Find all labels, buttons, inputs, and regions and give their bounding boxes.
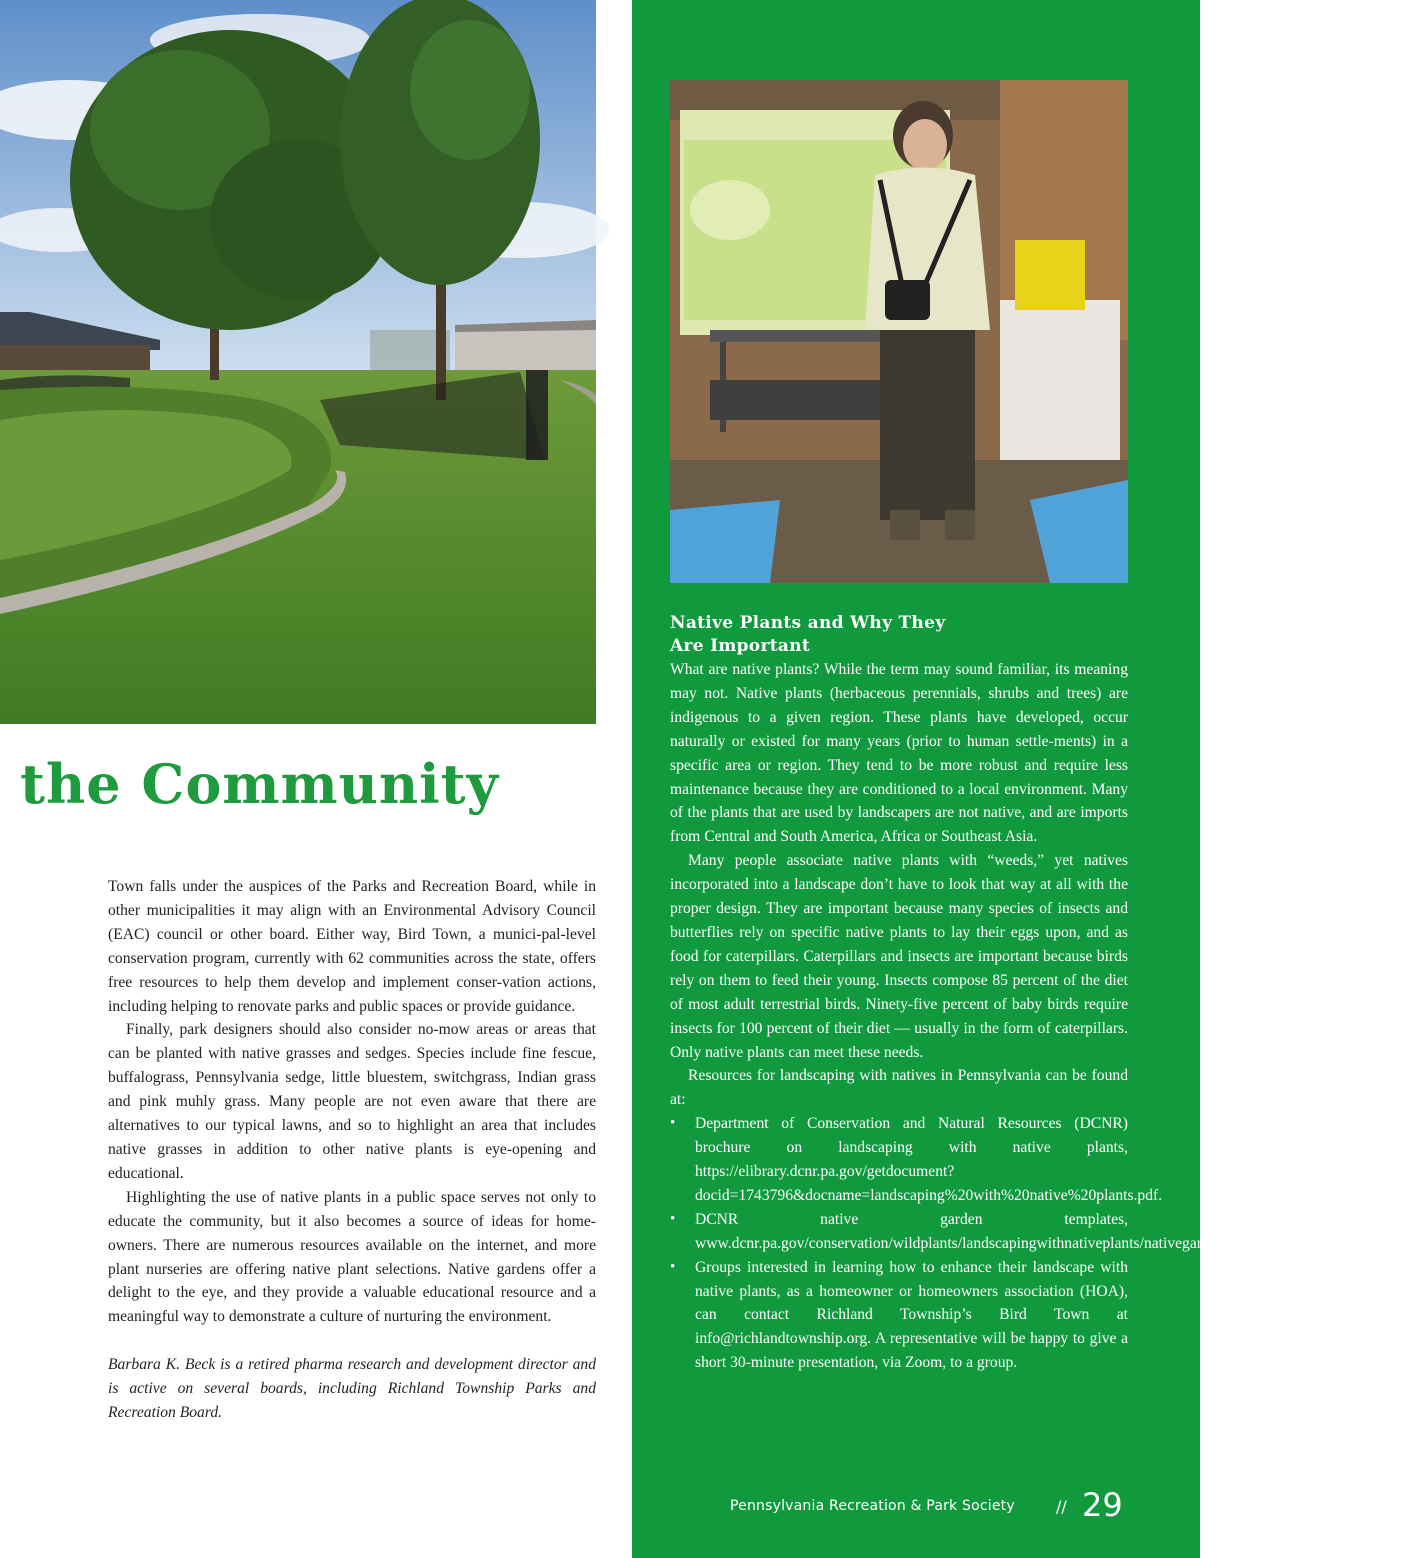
list-item bbox=[670, 1208, 1408, 1256]
list-item-text: DCNR native garden templates, www.dcnr.pa.gov/conservation/wildplants/landscapingwithnativeplants/nativegardentemplates/pages/default.aspx. bbox=[695, 1210, 1408, 1252]
left-paragraph: Highlighting the use of native plants in a public space serves not only to educate the community, but it also becomes a source of ideas for home-owners. There are numerous resources available on the internet, and more plant nurseries are offering native plant selections. Native gardens offer a delight to the eye, and they provide a valuable educational resource and a meaningful way to demonstrate a culture of nurturing the environment. bbox=[108, 1188, 596, 1326]
author-bio: Barbara K. Beck is a retired pharma research and development director and is active on several boards, including Richland Township Parks and Recreation Board. bbox=[108, 1356, 596, 1422]
bullet-icon: • bbox=[670, 1210, 676, 1227]
footer-organization: Pennsylvania Recreation & Park Society bbox=[730, 1498, 1015, 1514]
list-item bbox=[670, 1112, 1163, 1208]
right-paragraph: What are native plants? While the term may sound familiar, its meaning may not. Native plants (herbaceous perennials, shrubs and trees) are indigenous to a given region. These plants have developed, occur naturally or existed for many years (prior to human settle-ments) in a specific area or region. They tend to be more robust and require less maintenance because they are conditioned to a local environment. Many of the plants that are used by landscapers are not native, and are imports from Central and South America, Africa or Southeast Asia. bbox=[670, 661, 1128, 846]
left-column-text bbox=[108, 875, 596, 1425]
list-item-text: Department of Conservation and Natural Resources (DCNR) brochure on landscaping with native plants, https://elibrary.dcnr.pa.gov/getdocument?docid=1743796&docname=landscaping%20with%20native%20plants.pdf. bbox=[695, 1115, 1163, 1204]
section-heading-line: Are Important bbox=[670, 636, 810, 656]
left-paragraph: Finally, park designers should also consider no-mow areas or areas that can be planted with native grasses and sedges. Species include fine fescue, buffalograss, Pennsylvania sedge, little bluestem, switchgrass, Indian grass and pink muhly grass. Many people are not even aware that there are alternatives to our typical lawns, and so to highlight an area that includes native grasses in addition to other native plants is eye-opening and educational. bbox=[108, 1021, 596, 1182]
presenter-photo bbox=[670, 80, 1128, 583]
left-paragraph: Town falls under the auspices of the Parks and Recreation Board, while in other municipalities it may align with an Environmental Advisory Council (EAC) council or other board. Either way, Bird Town, a munici-pal-level conservation program, currently with 62 communities across the state, offers free resources to help them develop and implement conser-vation actions, including helping to renovate parks and public spaces or provide guidance. bbox=[108, 878, 596, 1015]
right-column-text bbox=[670, 612, 1408, 1375]
page-number: 29 bbox=[1082, 1486, 1123, 1524]
list-item-text: Groups interested in learning how to enhance their landscape with native plants, as a homeowner or homeowners association (HOA), can contact Richland Township’s Bird Town at info@richlandtownship.org. A representative will be happy to give a short 30-minute presentation, via Zoom, to a group. bbox=[695, 1258, 1128, 1372]
right-paragraph: Many people associate native plants with “weeds,” yet natives incorporated into a landscape don’t have to look that way at all with the proper design. They are important because many species of insects and butterflies rely on specific native plants to lay their eggs upon, and as food for caterpillars. Caterpillars and insects are important because birds rely on them to feed their young. Insects compose 85 percent of the diet of most adult terrestrial birds. Ninety-five percent of baby birds require insects for 100 percent of their diet — usually in the form of caterpillars. Only native plants can meet these needs. bbox=[670, 852, 1128, 1061]
bullet-icon: • bbox=[670, 1258, 676, 1275]
park-garden-photo bbox=[0, 0, 596, 724]
section-heading-line: Native Plants and Why They bbox=[670, 613, 946, 633]
bullet-icon: • bbox=[670, 1115, 676, 1132]
resource-list bbox=[670, 1112, 1408, 1375]
page-footer bbox=[730, 1488, 1130, 1522]
list-item bbox=[670, 1256, 1128, 1376]
section-heading bbox=[670, 612, 1128, 658]
footer-separator: // bbox=[1056, 1497, 1067, 1516]
right-paragraph: Resources for landscaping with natives in Pennsylvania can be found at: bbox=[670, 1067, 1128, 1109]
article-headline: the Community bbox=[20, 752, 499, 816]
